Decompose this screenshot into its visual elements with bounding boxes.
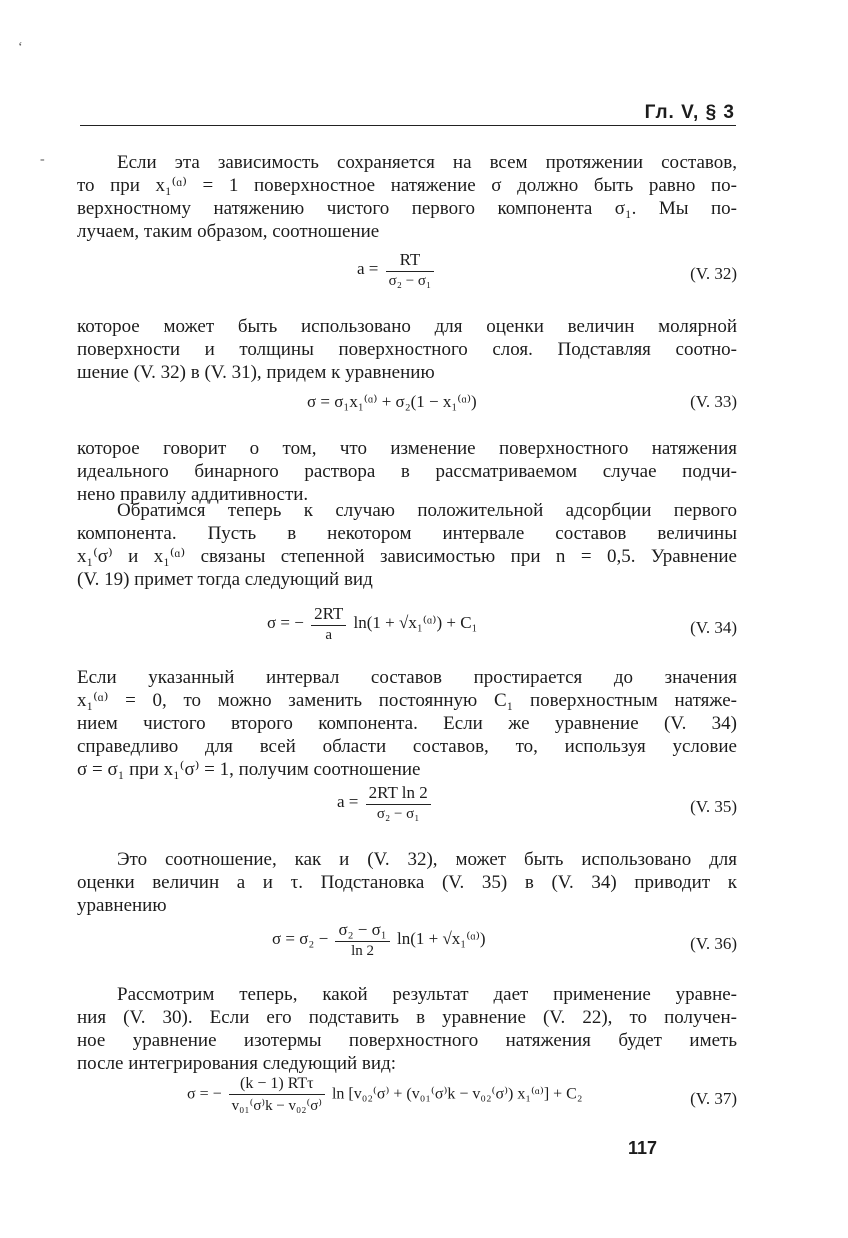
margin-mark-left: - — [40, 152, 45, 167]
paragraph-3 — [77, 437, 737, 506]
equation-v37 — [77, 1075, 737, 1125]
equation-number: (V. 35) — [690, 797, 737, 816]
fraction-numerator: RT — [386, 250, 435, 272]
equation-v32 — [77, 250, 737, 298]
fraction-denominator: σ₂ − σ₁ — [376, 806, 420, 822]
paragraph-4 — [77, 499, 737, 591]
equation-fraction — [335, 920, 389, 960]
equation-number: (V. 37) — [690, 1089, 737, 1108]
text-line: нено правилу аддитивности. — [77, 484, 309, 505]
text-line: нием чистого второго компонента. Если же уравнение (V. 34) — [77, 713, 737, 734]
paragraph-2 — [77, 315, 737, 384]
fraction-numerator: (k − 1) RTτ — [229, 1075, 325, 1095]
equation-lhs: a = — [357, 258, 379, 278]
text-line: x₁⁽ᵅ⁾ = 0, то можно заменить постоянную C₁ поверхностным натяже- — [77, 690, 737, 711]
text-line: которое может быть использовано для оценки величин молярной — [77, 316, 737, 337]
text-line: оценки величин a и τ. Подстановка (V. 35) в (V. 34) приводит к — [77, 872, 737, 893]
paragraph-6 — [77, 848, 737, 917]
text-line: σ = σ₁ при x₁⁽σ⁾ = 1, получим соотношение — [77, 759, 421, 780]
text-line: ния (V. 30). Если его подставить в уравнение (V. 22), то получен- — [77, 1007, 737, 1028]
equation-lhs: σ = σ₂ − — [272, 928, 329, 948]
fraction-denominator: σ₂ − σ₁ — [388, 273, 432, 289]
fraction-denominator: a — [325, 627, 333, 643]
text-line: справедливо для всей области составов, то, используя условие — [77, 736, 737, 757]
paragraph-1 — [77, 151, 737, 243]
equation-lhs: σ = − — [267, 612, 304, 632]
text-line: компонента. Пусть в некотором интервале составов величины — [77, 523, 737, 544]
text-line: лучаем, таким образом, соотношение — [77, 221, 380, 242]
equation-rhs: ln [v₀₂⁽σ⁾ + (v₀₁⁽σ⁾k − v₀₂⁽σ⁾) x₁⁽ᵅ⁾] + C₂ — [331, 1085, 583, 1103]
equation-fraction — [229, 1075, 325, 1115]
equation-fraction — [311, 604, 346, 644]
text-line: Это соотношение, как и (V. 32), может быть использовано для — [117, 849, 737, 870]
equation-v36 — [77, 920, 737, 968]
text-line: после интегрирования следующий вид: — [77, 1053, 397, 1074]
equation-number: (V. 34) — [690, 618, 737, 637]
page-number: 117 — [628, 1138, 658, 1158]
text-line: верхностному натяжению чистого первого компонента σ₁. Мы по- — [77, 198, 737, 219]
equation-lhs: a = — [337, 791, 359, 811]
text-line: Рассмотрим теперь, какой результат дает применение уравне- — [117, 984, 737, 1005]
margin-mark-top: ‘ — [18, 40, 23, 55]
equation-v33 — [77, 392, 737, 418]
text-line: идеального бинарного раствора в рассматриваемом случае подчи- — [77, 461, 737, 482]
text-line: шение (V. 32) в (V. 31), придем к уравнению — [77, 362, 435, 383]
fraction-numerator: 2RT ln 2 — [366, 783, 431, 805]
paragraph-7 — [77, 983, 737, 1075]
text-line: то при x₁⁽ᵅ⁾ = 1 поверхностное натяжение σ должно быть равно по- — [77, 175, 737, 196]
equation-fraction — [386, 250, 435, 290]
equation-number: (V. 36) — [690, 934, 737, 953]
header-rule — [80, 125, 736, 126]
equation-lhs: σ = − — [187, 1085, 222, 1103]
text-line: x₁⁽σ⁾ и x₁⁽ᵅ⁾ связаны степенной зависимостью при n = 0,5. Уравнение — [77, 546, 737, 567]
fraction-numerator: σ₂ − σ₁ — [335, 920, 389, 942]
equation-fraction — [366, 783, 431, 823]
fraction-numerator: 2RT — [311, 604, 346, 626]
text-line: (V. 19) примет тогда следующий вид — [77, 569, 373, 590]
equation-rhs: ln(1 + √x₁⁽ᵅ⁾) — [396, 928, 486, 948]
equation-number: (V. 32) — [690, 264, 737, 283]
equation-rhs: ln(1 + √x₁⁽ᵅ⁾) + C₁ — [353, 612, 478, 632]
text-line: Обратимся теперь к случаю положительной адсорбции первого — [117, 500, 737, 521]
text-line: Если эта зависимость сохраняется на всем протяжении составов, — [117, 152, 737, 173]
equation-v34 — [77, 604, 737, 652]
equation-v35 — [77, 783, 737, 831]
text-line: уравнению — [77, 895, 167, 916]
paragraph-5 — [77, 666, 737, 781]
equation-body: σ = σ₁x₁⁽ᵅ⁾ + σ₂(1 − x₁⁽ᵅ⁾) — [307, 392, 477, 411]
fraction-denominator: ln 2 — [351, 943, 375, 959]
text-line: поверхности и толщины поверхностного слоя. Подставляя соотно- — [77, 339, 737, 360]
text-line: которое говорит о том, что изменение поверхностного натяжения — [77, 438, 737, 459]
fraction-denominator: v₀₁⁽σ⁾k − v₀₂⁽σ⁾ — [231, 1098, 322, 1114]
text-line: Если указанный интервал составов простирается до значения — [77, 667, 737, 688]
text-line: ное уравнение изотермы поверхностного натяжения будет иметь — [77, 1030, 737, 1051]
running-header: Гл. V, § 3 — [644, 102, 735, 123]
equation-number: (V. 33) — [690, 392, 737, 411]
